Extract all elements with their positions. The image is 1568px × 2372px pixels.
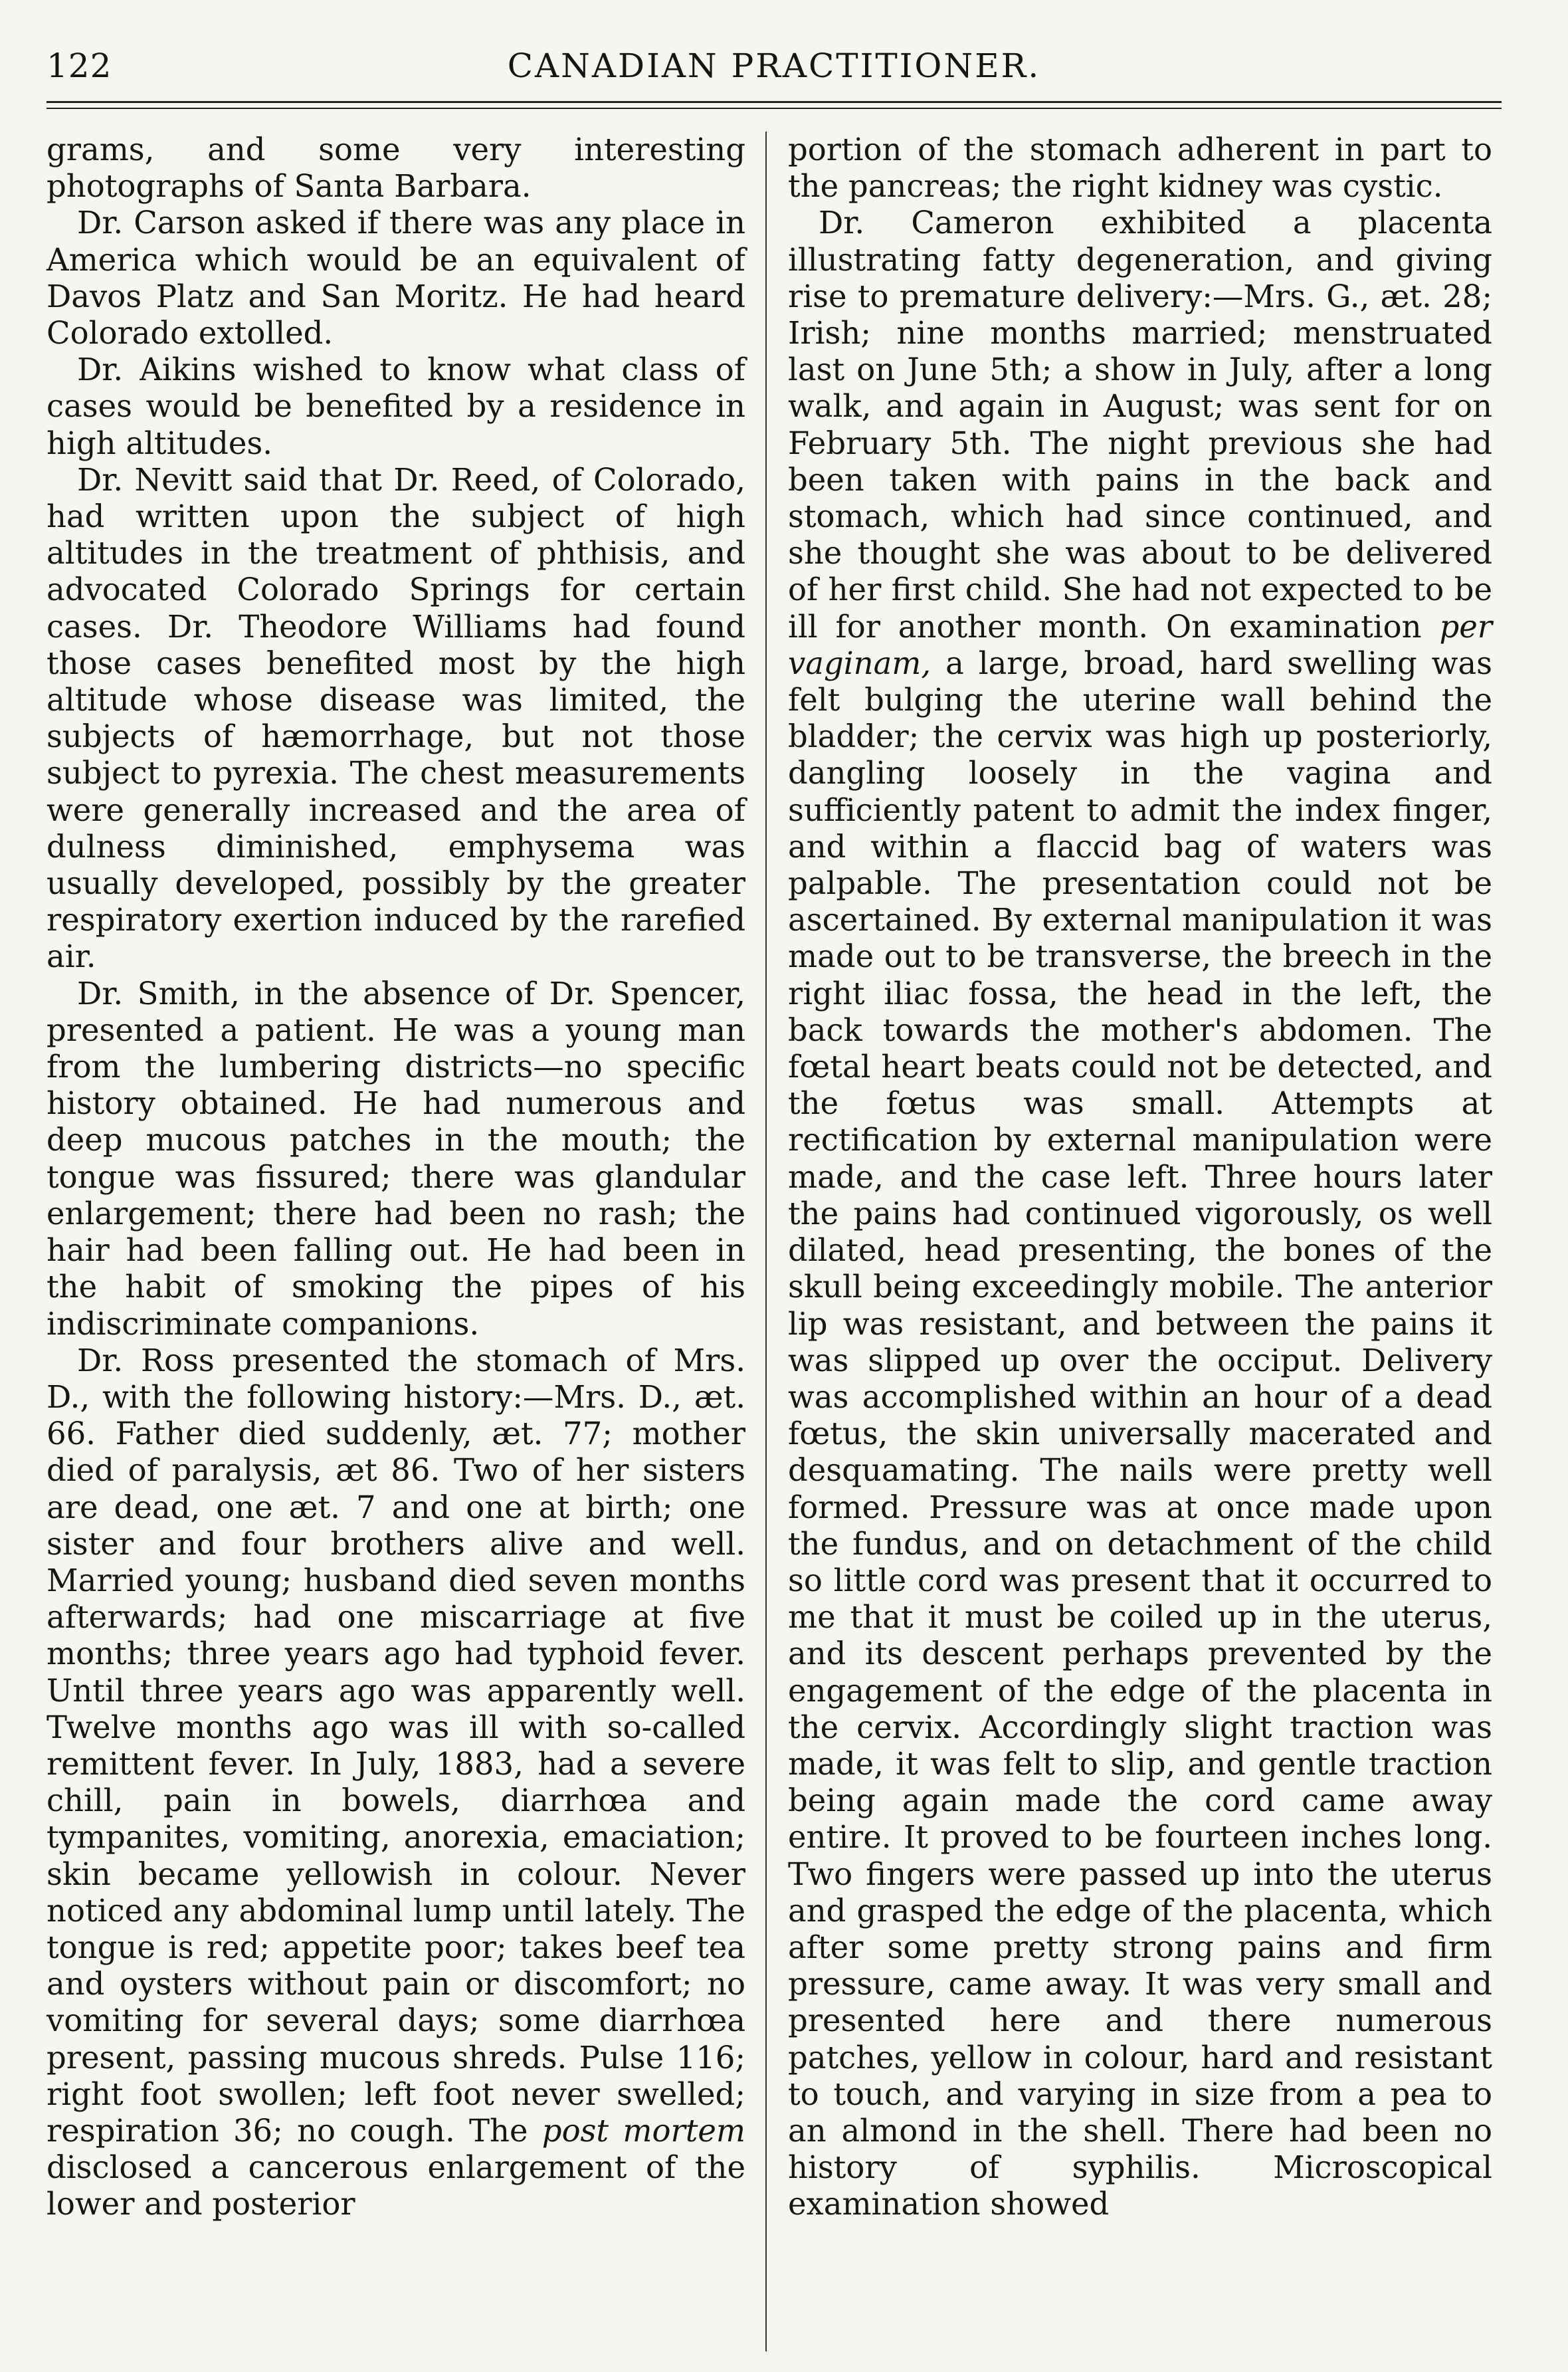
- header-rule-bottom: [47, 108, 1502, 109]
- dr-cameron-text: Dr. Cameron exhibited a placenta illustrating fatty degeneration, and giving rise to premature delivery:—Mrs. G., æt. 28; Irish; nine months married; menstruated last on June 5th; a show in July, after a long walk, and again in August; was sent for on February 5th. The night previous she had been taken with pains in the back and stomach, which had since continued, and she thought she was about to be delivered of her first child. She had not expected to be ill for another month. On examination: [788, 205, 1492, 645]
- header-rule-top: [47, 101, 1502, 103]
- column-divider: [765, 132, 767, 2351]
- page-header: [47, 40, 1502, 93]
- running-title: CANADIAN PRACTITIONER.: [507, 47, 1041, 85]
- per-vaginam-italic: per vaginam,: [788, 608, 1492, 681]
- paragraph-santa-barbara: grams, and some very interesting photographs of Santa Barbara.: [47, 132, 745, 205]
- paragraph-dr-ross: [47, 1343, 745, 2223]
- paragraph-dr-cameron: [788, 205, 1492, 2222]
- paragraph-dr-aikins: Dr. Aikins wished to know what class of cases would be benefited by a residence in high altitudes.: [47, 352, 745, 461]
- right-column: [788, 132, 1492, 2223]
- dr-cameron-tail: a large, broad, hard swelling was felt bulging the uterine wall behind the bladder; the cervix was high up posteriorly, dangling loosely in the vagina and sufficiently patent to admit the index finger, and within a flaccid bag of waters was palpable. The presentation could not be ascertained. By external manipulation it was made out to be transverse, the breech in the right iliac fossa, the head in the left, the back towards the mother's abdomen. The fœtal heart beats could not be detected, and the fœtus was small. Attempts at rectification by external manipulation were made, and the case left. Three hours later the pains had continued vigorously, os well dilated, head presenting, the bones of the skull being exceedingly mobile. The anterior lip was resistant, and between the pains it was slipped up over the occiput. Delivery was accomplished within an hour of a dead fœtus, the skin universally macerated and desquamating. The nails were pretty well formed. Pressure was at once made upon the fundus, and on detachment of the child so little cord was present that it occurred to me that it must be coiled up in the uterus, and its descent perhaps prevented by the engagement of the edge of the placenta in the cervix. Accordingly slight traction was made, it was felt to slip, and gentle traction being again made the cord came away entire. It proved to be fourteen inches long. Two fingers were passed up into the uterus and grasped the edge of the placenta, which after some pretty strong pains and firm pressure, came away. It was very small and presented here and there numerous patches, yellow in colour, hard and resistant to touch, and varying in size from a pea to an almond in the shell. There had been no history of syphilis. Microscopical examination showed: [788, 645, 1492, 2222]
- page-number: 122: [47, 47, 112, 85]
- post-mortem-italic: post mortem: [541, 2112, 745, 2149]
- paragraph-stomach-portion: portion of the stomach adherent in part to the pancreas; the right kidney was cystic.: [788, 132, 1492, 205]
- paragraph-dr-smith: Dr. Smith, in the absence of Dr. Spencer, presented a patient. He was a young man from the lumbering districts—no specific history obtained. He had numerous and deep mucous patches in the mouth; the tongue was fissured; there was glandular enlargement; there had been no rash; the hair had been falling out. He had been in the habit of smoking the pipes of his indiscriminate companions.: [47, 975, 745, 1342]
- paragraph-dr-carson: Dr. Carson asked if there was any place in America which would be an equivalent of Davos Platz and San Moritz. He had heard Colorado extolled.: [47, 205, 745, 352]
- paragraph-dr-nevitt: Dr. Nevitt said that Dr. Reed, of Colorado, had written upon the subject of high altitudes in the treatment of phthisis, and advocated Colorado Springs for certain cases. Dr. Theodore Williams had found those cases benefited most by the high altitude whose disease was limited, the subjects of hæmorrhage, but not those subject to pyrexia. The chest measurements were generally increased and the area of dulness diminished, emphysema was usually developed, possibly by the greater respiratory exertion induced by the rarefied air.: [47, 461, 745, 975]
- dr-ross-text: Dr. Ross presented the stomach of Mrs. D., with the following history:—Mrs. D., æt. 66. Father died suddenly, æt. 77; mother died of paralysis, æt 86. Two of her sisters are dead, one æt. 7 and one at birth; one sister and four brothers alive and well. Married young; husband died seven months afterwards; had one miscarriage at five months; three years ago had typhoid fever. Until three years ago was apparently well. Twelve months ago was ill with so-called remittent fever. In July, 1883, had a severe chill, pain in bowels, diarrhœa and tympanites, vomiting, anorexia, emaciation; skin became yellowish in colour. Never noticed any abdominal lump until lately. The tongue is red; appetite poor; takes beef tea and oysters without pain or discomfort; no vomiting for several days; some diarrhœa present, passing mucous shreds. Pulse 116; right foot swollen; left foot never swelled; respiration 36; no cough. The: [47, 1342, 745, 2149]
- dr-ross-tail: disclosed a cancerous enlargement of the lower and posterior: [47, 2149, 745, 2222]
- left-column: [47, 132, 745, 2223]
